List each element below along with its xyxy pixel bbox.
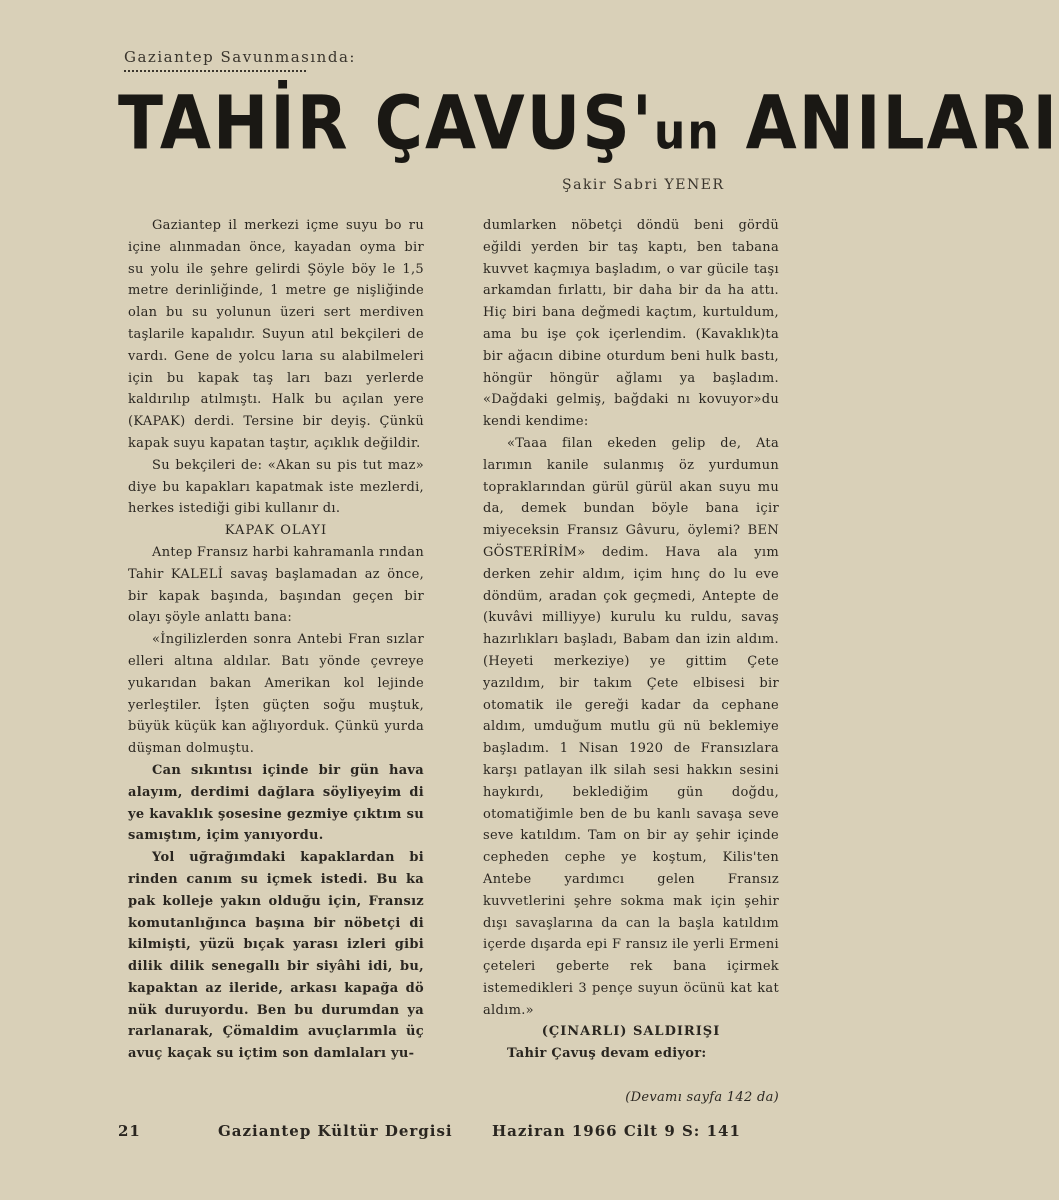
section-heading: KAPAK OLAYI [224, 523, 328, 539]
author: Şakir Sabri YENER [562, 177, 725, 193]
paragraph: «İngilizlerden sonra Antebi Fran sızlar elleri altına aldılar. Batı yönde çevreye yukarıdan bakan Amerikan kol lejinde yerleştiler. İşten güçten soğu muştuk, büyük küçük kan ağlıyorduk. Çünkü yurda düşman dolmuştu. [128, 632, 424, 757]
paragraph: Yol uğrağımdaki kapaklardan bi rinden canım su içmek istedi. Bu ka pak kolleje yakın olduğu için, Fransız komutanlığınca başına bir nöbetçi di kilmişti, yüzü bıçak yarası izleri gibi dilik dilik senegallı bir siyâhi idi, bu, kapaktan az ileride, arkası kapağa dö nük duruyordu. Ben bu durumdan ya rarlanarak, Çömaldim avuçlarımla üç avuç kaçak su içtim son damlaları yu- [128, 850, 424, 1062]
paragraph: Gaziantep il merkezi içme suyu bo ru içine alınmadan önce, kayadan oyma bir su yolu ile şehre gelirdi Şöyle böy le 1,5 metre derinliğinde, 1 metre ge nişliğinde olan bu su yolunun üzeri sert merdiven taşlarile kapalıdır. Suyun atıl bekçileri de vardı. Gene de yolcu larıa su alabilmeleri için bu kapak taş ları bazı yerlerde kaldırılıp atılmıştı. Halk bu açılan yere (KAPAK) derdi. Tersine bir deyiş. Çünkü kapak suyu kapatan taştır, açıklık değildir. [128, 218, 424, 451]
paragraph: «Taaa filan ekeden gelip de, Ata larımın kanile sulanmış öz yurdumun topraklarından gürül gürül akan suyu mu da, demek bundan böyle bana içir miyeceksin Fransız Gâvuru, öylemi? BEN GÖSTERİRİM» dedim. Hava ala yım derken zehir aldım, içim hınç do lu eve döndüm, aradan çok geçmedi, Antepte de (kuvâvi milliyye) kurulu ku ruldu, savaş hazırlıkları başladı, Babam dan izin aldım. (Heyeti merkeziye) ye gittim Çete yazıldım, bir takım Çete elbisesi bir otomatik ile gereği kadar da cephane aldım, umduğum mutlu gü nü beklemiye başladım. 1 Nisan 1920 de Fransızlara karşı patlayan ilk silah sesi hakkın sesini haykırdı, beklediğim gün doğdu, otomatiğimle ben de bu kanlı savaşa seve seve katıldım. Tam on bir ay şehir içinde cepheden cephe ye koştum, Kilis'ten Antebe yardımcı gelen Fransız kuvvetlerini şehre sokma mak için şehir dışı savaşlarına da can la başla katıldım içerde dışarda epi F ransız ile yerli Ermeni çeteleri geberte rek bana içirmek istemedikleri 3 pençe suyun öcünü kat kat aldım.» [483, 435, 779, 1018]
continued-note: (Devamı sayfa 142 da) [625, 1090, 779, 1106]
page-footer [0, 1122, 875, 1146]
article-title [118, 80, 1059, 167]
paragraph: Can sıkıntısı içinde bir gün hava alayım, derdimi dağlara söyliyeyim di ye kavaklık şosesine gezmiye çıktım su samıştım, içim yanıyordu. [128, 762, 424, 844]
title-end: ANILARI [720, 80, 1059, 167]
section-heading: (ÇINARLI) SALDIRIŞI [541, 1024, 721, 1040]
kicker: Gaziantep Savunmasında: [124, 48, 356, 66]
title-suffix: un [654, 103, 721, 161]
left-column [128, 215, 424, 1065]
paragraph: Antep Fransız harbi kahramanla rından Tahir KALELİ savaş başlamadan az önce, bir kapak başında, başından geçen bir olayı şöyle anlattı bana: [128, 544, 424, 626]
paragraph: Su bekçileri de: «Akan su pis tut maz» diye bu kapakları kapatmak iste mezlerdi, herkes istediği gibi kullanır dı. [128, 457, 424, 517]
paragraph: dumlarken nöbetçi döndü beni gördü eğildi yerden bir taş kaptı, ben tabana kuvvet kaçmıya başladım, o var gücile taşı arkamdan fırlattı, bir daha bir da ha attı. Hiç biri bana değmedi kaçtım, kurtuldum, ama bu işe çok içerlendim. (Kavaklık)ta bir ağacın dibine oturdum beni hulk bastı, höngür höngür ağlamı ya başladım. «Dağdaki gelmiş, bağdaki nı kovuyor»du kendi kendime: [483, 218, 779, 430]
issue-info: Haziran 1966 Cilt 9 S: 141 [492, 1122, 741, 1140]
title-main: TAHİR ÇAVUŞ' [118, 80, 655, 167]
right-column [483, 215, 779, 1109]
page-number: 21 [118, 1122, 141, 1140]
kicker-rule [124, 70, 306, 72]
journal-name: Gaziantep Kültür Dergisi [218, 1122, 453, 1140]
paragraph: Tahir Çavuş devam ediyor: [507, 1046, 707, 1062]
